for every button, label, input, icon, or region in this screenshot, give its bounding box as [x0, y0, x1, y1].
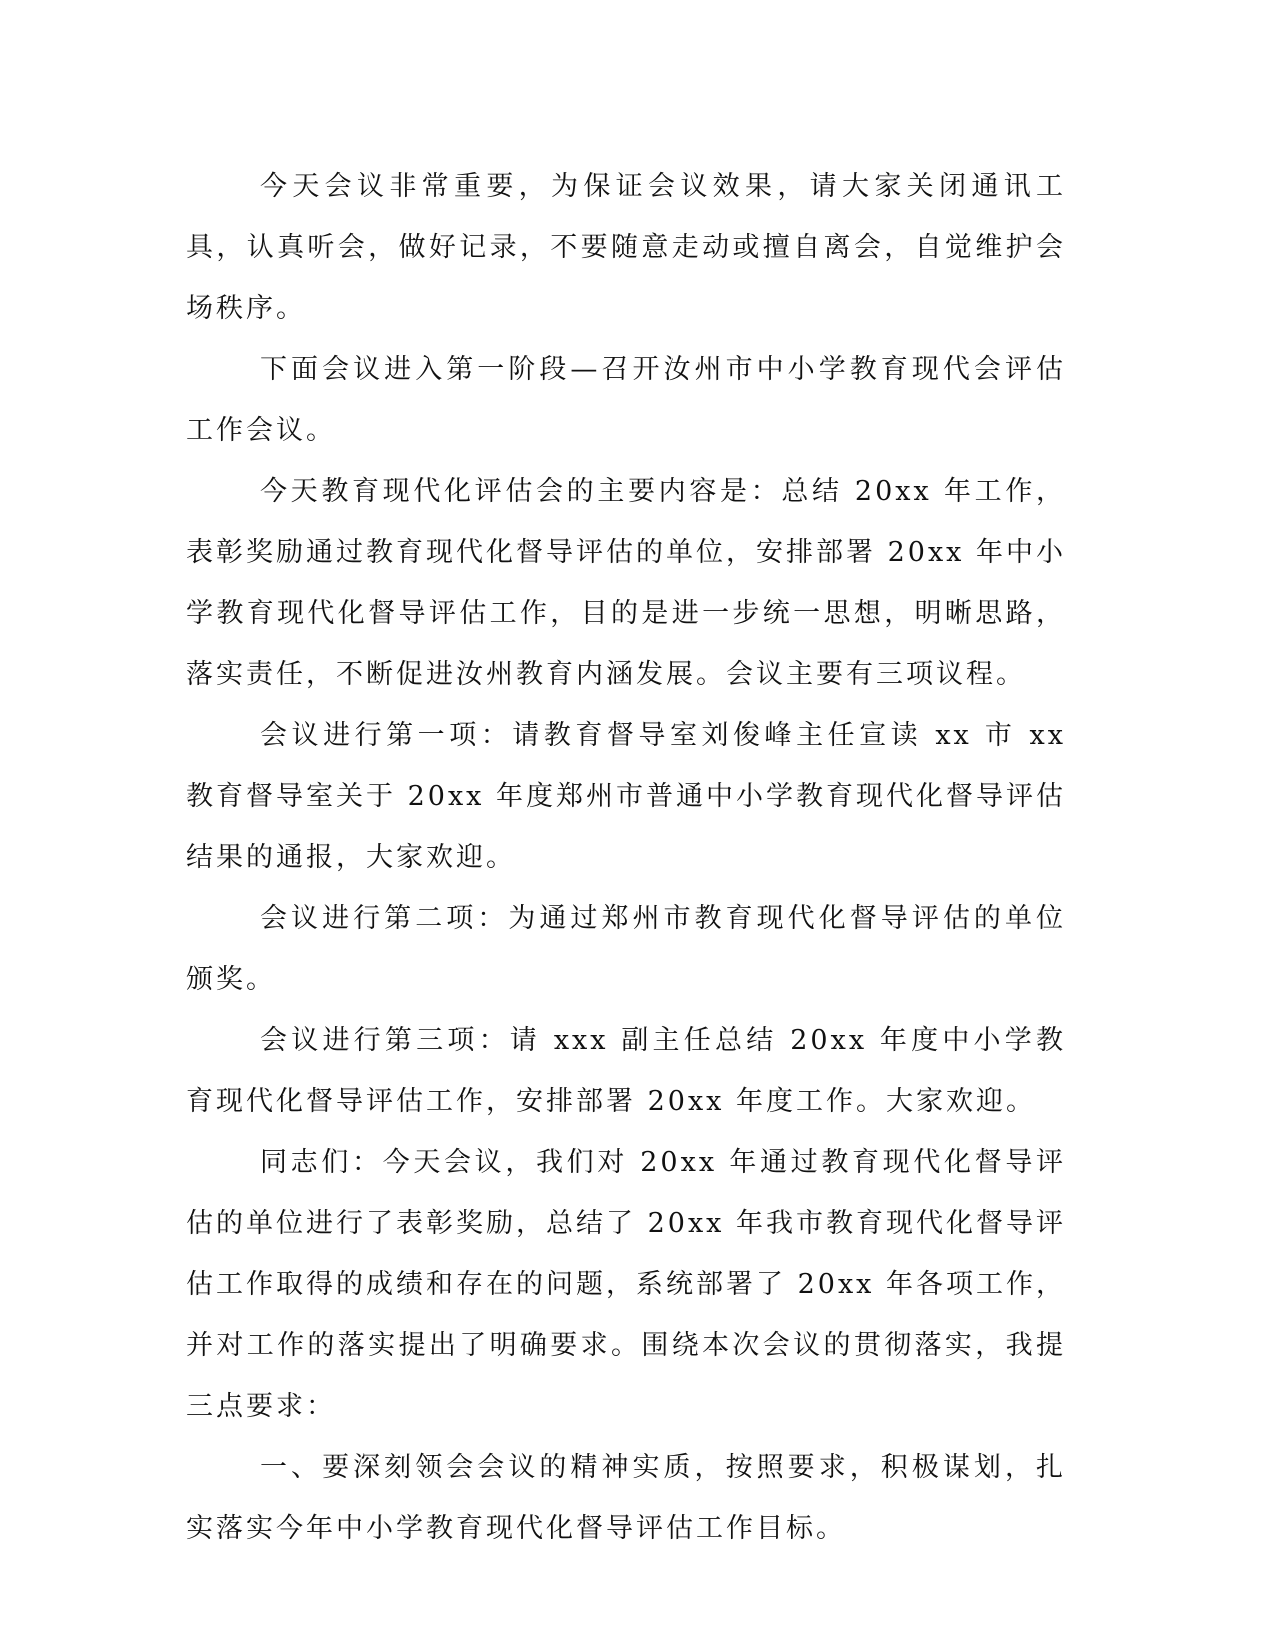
paragraph-requirement-one: 一、要深刻领会会议的精神实质，按照要求，积极谋划，扎实落实今年中小学教育现代化督导评估工作目标。 — [186, 1452, 1066, 1544]
paragraph-agenda-item-three: 会议进行第三项：请 xxx 副主任总结 20xx 年度中小学教育现代化督导评估工作，安排部署 20xx 年度工作。大家欢迎。 — [186, 1025, 1066, 1117]
paragraph-stage-one: 下面会议进入第一阶段—召开汝州市中小学教育现代会评估工作会议。 — [186, 354, 1066, 446]
paragraph-meeting-discipline: 今天会议非常重要，为保证会议效果，请大家关闭通讯工具，认真听会，做好记录，不要随意走动或擅自离会，自觉维护会场秩序。 — [186, 171, 1066, 324]
document-body — [186, 156, 1066, 1559]
paragraph-main-content: 今天教育现代化评估会的主要内容是：总结 20xx 年工作，表彰奖励通过教育现代化督导评估的单位，安排部署 20xx 年中小学教育现代化督导评估工作，目的是进一步统一思想，明晰思路，落实责任，不断促进汝州教育内涵发展。会议主要有三项议程。 — [186, 476, 1066, 690]
paragraph-agenda-item-two: 会议进行第二项：为通过郑州市教育现代化督导评估的单位颁奖。 — [186, 903, 1066, 995]
paragraph-summary: 同志们：今天会议，我们对 20xx 年通过教育现代化督导评估的单位进行了表彰奖励，总结了 20xx 年我市教育现代化督导评估工作取得的成绩和存在的问题，系统部署了 20xx 年各项工作，并对工作的落实提出了明确要求。围绕本次会议的贯彻落实，我提三点要求： — [186, 1147, 1066, 1422]
paragraph-agenda-item-one: 会议进行第一项：请教育督导室刘俊峰主任宣读 xx 市 xx 教育督导室关于 20xx 年度郑州市普通中小学教育现代化督导评估结果的通报，大家欢迎。 — [186, 720, 1066, 873]
